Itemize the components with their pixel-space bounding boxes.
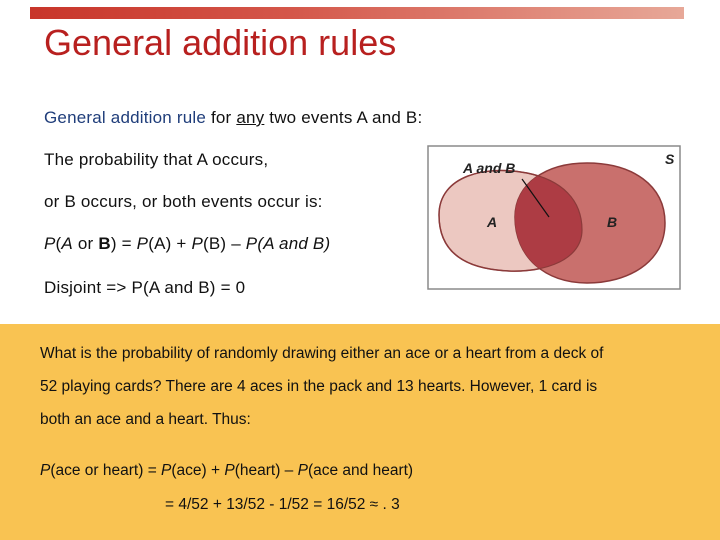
- formula-pb: (B): [203, 234, 227, 253]
- formula-p4: P: [245, 234, 258, 253]
- example-question-line-3: both an ace and a heart. Thus:: [40, 411, 251, 428]
- event-b-label: B: [607, 214, 618, 230]
- slide-title: General addition rules: [44, 22, 397, 63]
- formula-plus: +: [171, 234, 192, 253]
- example-question-line-2: 52 playing cards? There are 4 aces in the pack and 13 hearts. However, 1 card is: [40, 378, 598, 395]
- formula-pab: (A and B): [257, 234, 331, 253]
- sample-space-label: S: [665, 151, 675, 167]
- addition-formula: [44, 234, 330, 254]
- rule-intro: [44, 108, 422, 128]
- example-question-line-1: What is the probability of randomly drawing either an ace or a heart from a deck of: [40, 345, 604, 362]
- rule-post: two events A and B:: [264, 108, 423, 127]
- formula-b: B: [98, 234, 111, 253]
- formula-a: A: [61, 234, 73, 253]
- eq-t3: (heart) –: [234, 462, 298, 479]
- rule-pre: for: [206, 108, 237, 127]
- formula-p2: P: [136, 234, 149, 253]
- eq-p3: P: [224, 462, 235, 479]
- formula-p3: P: [191, 234, 204, 253]
- eq-p2: P: [161, 462, 172, 479]
- eq-t2: (ace) +: [171, 462, 225, 479]
- example-result: = 4/52 + 13/52 - 1/52 = 16/52 ≈ . 3: [165, 496, 400, 513]
- venn-diagram: [427, 145, 681, 290]
- formula-or: or: [72, 234, 99, 253]
- probability-line-2: or B occurs, or both events occur is:: [44, 192, 323, 211]
- formula-minus: –: [226, 234, 246, 253]
- formula-open: (: [55, 234, 62, 253]
- formula-eq: ) =: [110, 234, 137, 253]
- title-accent-bar: [30, 7, 684, 19]
- eq-p1: P: [40, 462, 51, 479]
- event-a-label: A: [487, 214, 498, 230]
- formula-pa: (A): [148, 234, 172, 253]
- example-equation: [40, 462, 413, 480]
- a-and-b-label: A and B: [463, 160, 516, 176]
- eq-t4: (ace and heart): [307, 462, 414, 479]
- probability-line-1: The probability that A occurs,: [44, 150, 269, 169]
- formula-p1: P: [44, 234, 56, 253]
- rule-any: any: [236, 108, 265, 127]
- disjoint-rule: Disjoint => P(A and B) = 0: [44, 278, 246, 297]
- eq-p4: P: [297, 462, 308, 479]
- rule-highlight: General addition rule: [44, 108, 207, 127]
- eq-t1: (ace or heart) =: [50, 462, 162, 479]
